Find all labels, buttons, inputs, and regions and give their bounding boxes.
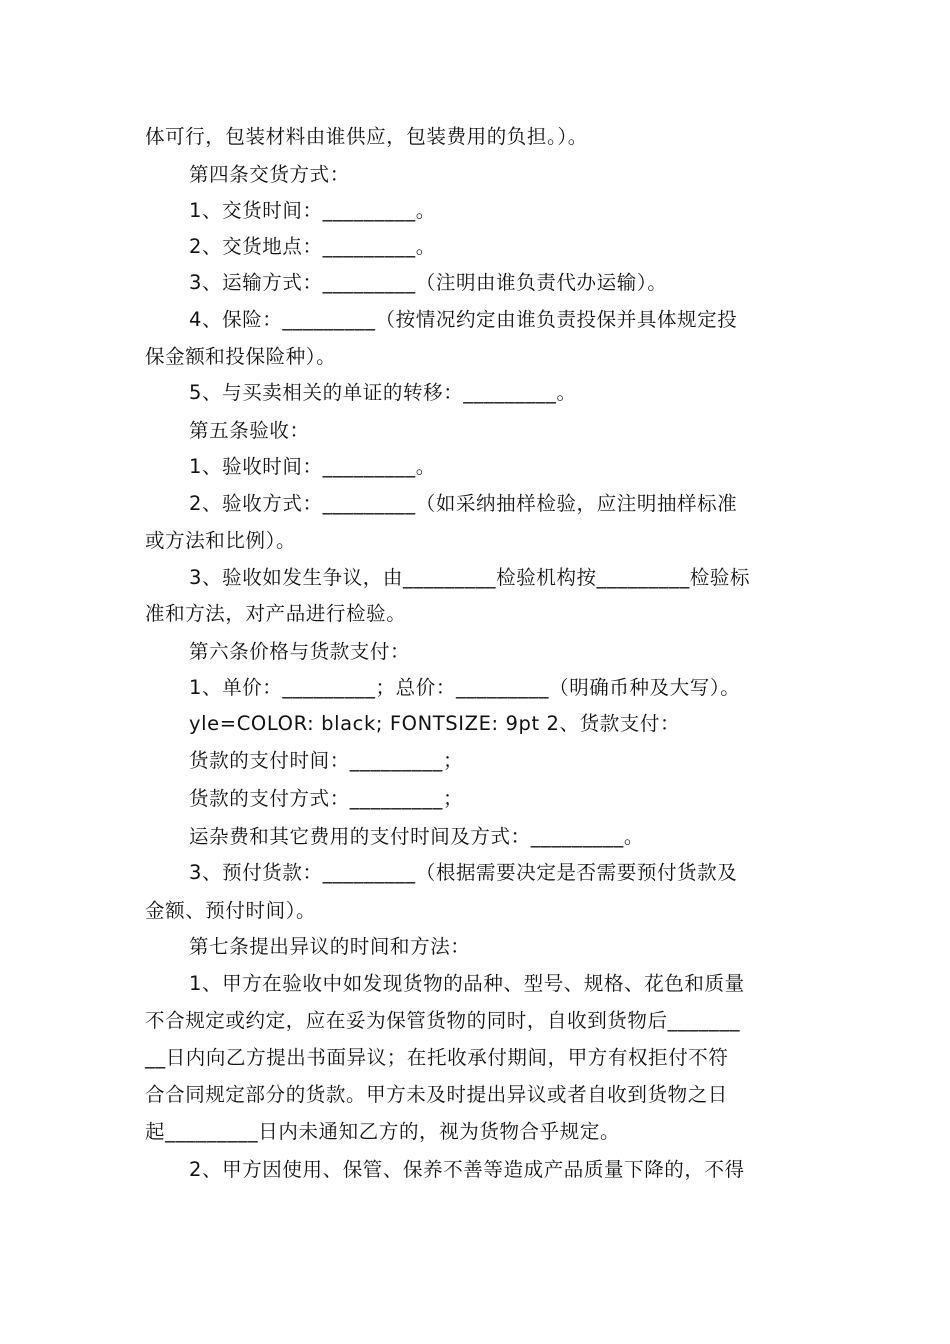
clause-objection-1-continued-a: 不合规定或约定，应在妥为保管货物的同时，自收到货物后_______	[145, 1009, 741, 1032]
clause-inspection-method: 2、验收方式：_________（如采纳抽样检验，应注明抽样标准	[189, 492, 738, 515]
text-line-1: 体可行，包装材料由谁供应，包装费用的负担。）。	[145, 125, 588, 148]
section-heading-7: 第七条提出异议的时间和方法：	[189, 935, 471, 958]
clause-payment-time: 货款的支付时间：_________；	[189, 749, 464, 772]
clause-inspection-time: 1、验收时间：_________。	[189, 455, 436, 478]
clause-delivery-time: 1、交货时间：_________。	[189, 199, 436, 222]
clause-insurance: 4、保险：_________（按情况约定由谁负责投保并具体规定投	[189, 308, 738, 331]
clause-inspection-dispute-continued: 准和方法，对产品进行检验。	[145, 602, 407, 625]
section-heading-6: 第六条价格与货款支付：	[189, 640, 411, 663]
clause-payment-method: 货款的支付方式：_________；	[189, 787, 464, 810]
clause-objection-1: 1、甲方在验收中如发现货物的品种、型号、规格、花色和质量	[189, 972, 745, 995]
clause-objection-2: 2、甲方因使用、保管、保养不善等造成产品质量下降的，不得	[189, 1158, 745, 1181]
clause-insurance-continued: 保金额和投保险种）。	[145, 345, 337, 368]
clause-transport-method: 3、运输方式：_________（注明由谁负责代办运输）。	[189, 271, 668, 294]
clause-prepayment: 3、预付货款：_________（根据需要决定是否需要预付货款及	[189, 861, 738, 884]
clause-payment: yle=COLOR: black; FONTSIZE: 9pt 2、货款支付：	[189, 712, 681, 735]
clause-objection-1-continued-b: __日内向乙方提出书面异议；在托收承付期间，甲方有权拒付不符	[145, 1046, 729, 1069]
clause-document-transfer: 5、与买卖相关的单证的转移：_________。	[189, 381, 577, 404]
clause-other-fees: 运杂费和其它费用的支付时间及方式：_________。	[189, 825, 644, 848]
section-heading-5: 第五条验收：	[189, 419, 310, 442]
clause-price: 1、单价：_________；总价：_________（明确币种及大写）。	[189, 676, 741, 699]
clause-objection-1-continued-d: 起_________日内未通知乙方的，视为货物合乎规定。	[145, 1120, 621, 1143]
clause-inspection-method-continued: 或方法和比例）。	[145, 529, 297, 552]
section-heading-4: 第四条交货方式：	[189, 163, 350, 186]
clause-objection-1-continued-c: 合合同规定部分的货款。甲方未及时提出异议或者自收到货物之日	[145, 1083, 728, 1106]
clause-delivery-place: 2、交货地点：_________。	[189, 235, 436, 258]
clause-prepayment-continued: 金额、预付时间）。	[145, 899, 317, 922]
clause-inspection-dispute: 3、验收如发生争议，由_________检验机构按_________检验标	[189, 566, 751, 589]
